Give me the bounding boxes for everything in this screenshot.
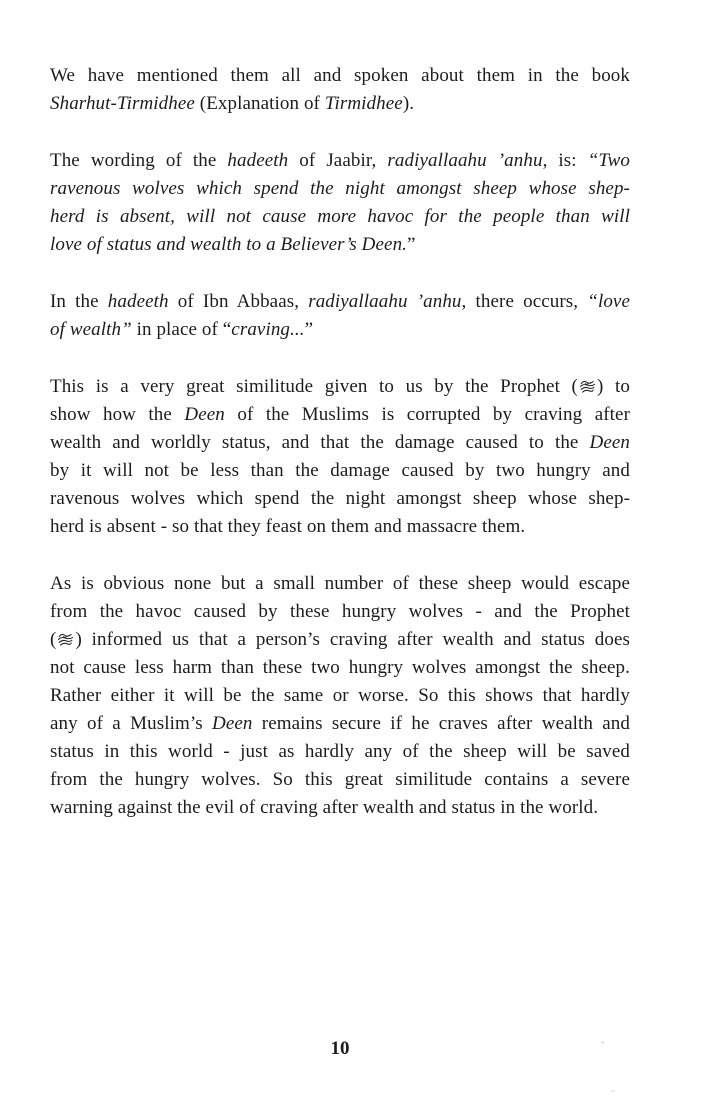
paragraph (50, 288, 630, 344)
paragraph (50, 147, 630, 259)
text-segment: hadeeth (227, 150, 289, 171)
text-segment: of the Muslims is corrupted by craving after (224, 404, 630, 425)
text-segment: The wording of the (50, 150, 228, 171)
text-line (50, 203, 630, 231)
text-line (50, 373, 630, 401)
page-number: 10 (330, 1038, 350, 1059)
scan-speck (601, 1041, 604, 1044)
paragraph (50, 373, 630, 541)
text-line (50, 429, 630, 457)
paragraph (50, 62, 630, 118)
paragraph (50, 570, 630, 822)
text-segment: Sharhut-Tirmidhee (50, 93, 195, 114)
text-line (50, 316, 630, 344)
sallallahu-alayhi-wasallam-icon (579, 378, 596, 395)
text-line (50, 147, 630, 175)
text-segment: We have mentioned them all and spoken about them in the book (50, 65, 630, 86)
text-segment: radiyallaahu ’anhu (387, 150, 543, 171)
text-segment: warning against the evil of craving after wealth and status in the world. (50, 797, 599, 818)
text-segment: not cause less harm than these two hungry wolves amongst the sheep. (50, 657, 630, 678)
text-line (50, 90, 630, 118)
text-segment: status in this world - just as hardly any of the sheep will be saved (50, 741, 630, 762)
text-line (50, 401, 630, 429)
text-segment: from the hungry wolves. So this great similitude contains a severe (50, 769, 630, 790)
text-line (50, 626, 630, 654)
text-segment: craving... (231, 319, 305, 340)
text-segment: ) informed us that a person’s craving after wealth and status does (75, 629, 630, 650)
text-line (50, 710, 630, 738)
text-line (50, 794, 630, 822)
text-line (50, 738, 630, 766)
text-segment: Deen (589, 432, 630, 453)
text-segment: Rather either it will be the same or worse. So this shows that hardly (50, 685, 630, 706)
text-line (50, 288, 630, 316)
text-segment: herd is absent - so that they feast on them and massacre them. (50, 516, 526, 537)
text-segment: remains secure if he craves after wealth and (252, 713, 630, 734)
text-segment: ” (407, 234, 416, 255)
text-segment: of wealth” (50, 319, 132, 340)
text-line (50, 766, 630, 794)
scan-speck (611, 1090, 615, 1092)
text-segment: herd is absent, will not cause more havoc for the people than will (50, 206, 630, 227)
text-segment: “love (587, 291, 630, 312)
text-segment: ) to (597, 376, 630, 397)
text-segment: show how the (50, 404, 185, 425)
text-segment: in place of “ (131, 319, 232, 340)
text-segment: hadeeth (107, 291, 169, 312)
text-segment: In the (50, 291, 108, 312)
page-text (50, 62, 630, 822)
text-segment: , is: (542, 150, 588, 171)
text-line (50, 62, 630, 90)
text-segment: from the havoc caused by these hungry wolves - and the Prophet (50, 601, 630, 622)
text-segment: ” (304, 319, 314, 340)
sallallahu-alayhi-wasallam-icon (57, 631, 74, 648)
text-segment: by it will not be less than the damage caused by two hungry and (50, 460, 630, 481)
text-line (50, 231, 630, 259)
text-line (50, 654, 630, 682)
text-line (50, 570, 630, 598)
text-line (50, 682, 630, 710)
text-segment: ravenous wolves which spend the night amongst sheep whose shep- (50, 488, 630, 509)
text-segment: love of status and wealth to a Believer’s Deen. (50, 234, 408, 255)
text-segment: of Ibn Abbaas, (168, 291, 309, 312)
text-segment: ( (50, 629, 57, 650)
text-segment: any of a Muslim’s (50, 713, 212, 734)
text-segment: radiyallaahu ’anhu (308, 291, 462, 312)
text-segment: , there occurs, (461, 291, 588, 312)
text-segment: “Two (587, 150, 630, 171)
text-segment: ravenous wolves which spend the night amongst sheep whose shep- (50, 178, 630, 199)
text-segment: Tirmidhee (324, 93, 403, 114)
text-line (50, 457, 630, 485)
text-segment: ). (402, 93, 415, 114)
text-line (50, 513, 630, 541)
text-segment: wealth and worldly status, and that the damage caused to the (50, 432, 590, 453)
text-segment: of Jaabir, (288, 150, 388, 171)
text-line (50, 485, 630, 513)
text-line (50, 598, 630, 626)
text-segment: (Explanation of (194, 93, 325, 114)
text-segment: As is obvious none but a small number of these sheep would escape (50, 573, 630, 594)
text-segment: Deen (184, 404, 225, 425)
text-segment: Deen (212, 713, 253, 734)
text-segment: This is a very great similitude given to us by the Prophet ( (50, 376, 578, 397)
text-line (50, 175, 630, 203)
